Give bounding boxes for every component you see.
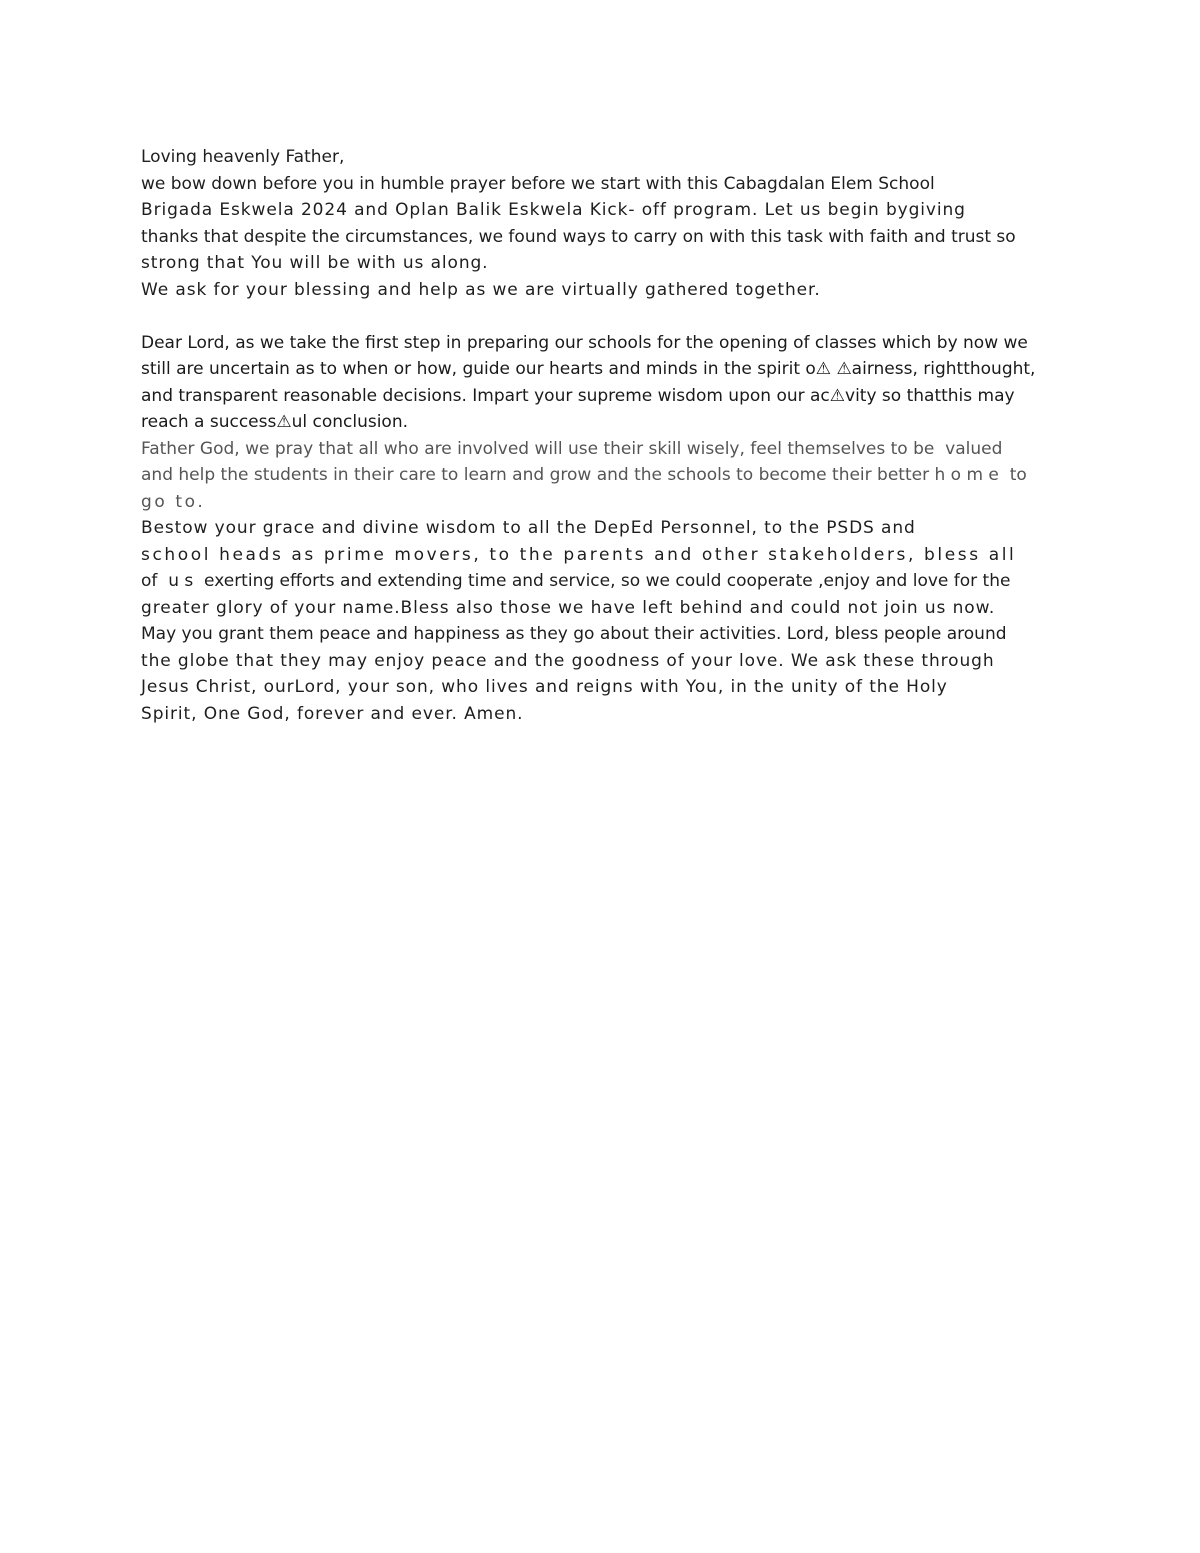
text-line: We ask for your blessing and help as we are virtually gathered together.	[141, 279, 821, 300]
greeting-line: Loving heavenly Father,	[141, 147, 345, 167]
text-line: strong that You will be with us along.	[141, 253, 489, 273]
prayer-text	[141, 144, 1071, 727]
text-line: we bow down before you in humble prayer before we start with this Cabagdalan Elem School	[141, 173, 935, 194]
text-line: Jesus Christ, ourLord, your son, who lives and reigns with You, in the unity of the Holy	[141, 677, 948, 697]
text-line: Bestow your grace and divine wisdom to all the DepEd Personnel, to the PSDS and	[141, 518, 916, 538]
text-line: greater glory of your name.Bless also those we have left behind and could not join us now.	[141, 597, 996, 618]
text-line: and help the students in their care to learn and grow and the schools to become their better h o m e to	[141, 465, 1027, 485]
text-line: the globe that they may enjoy peace and the goodness of your love. We ask these through	[141, 650, 995, 671]
text-line: Dear Lord, as we take the first step in preparing our schools for the opening of classes which by now we	[141, 332, 1028, 353]
text-line: May you grant them peace and happiness as they go about their activities. Lord, bless people around	[141, 624, 1007, 644]
text-line: Brigada Eskwela 2024 and Oplan Balik Eskwela Kick- off program. Let us begin bygiving	[141, 200, 966, 220]
text-line: Father God, we pray that all who are involved will use their skill wisely, feel themselves to be valued	[141, 438, 1003, 459]
text-line: go to.	[141, 491, 206, 512]
text-line: Spirit, One God, forever and ever. Amen.	[141, 703, 524, 724]
text-line: and transparent reasonable decisions. Impart your supreme wisdom upon our ac⚠vity so thatthis may	[141, 385, 1015, 406]
text-line: reach a success⚠ul conclusion.	[141, 412, 409, 432]
paragraph-break	[141, 303, 1071, 330]
text-line: thanks that despite the circumstances, we found ways to carry on with this task with faith and trust so	[141, 226, 1016, 247]
text-line: school heads as prime movers, to the parents and other stakeholders, bless all	[141, 544, 1017, 565]
text-line: still are uncertain as to when or how, guide our hearts and minds in the spirit o⚠ ⚠airness, rightthought,	[141, 359, 1036, 379]
text-line: of u s exerting efforts and extending time and service, so we could cooperate ,enjoy and love for the	[141, 571, 1011, 591]
